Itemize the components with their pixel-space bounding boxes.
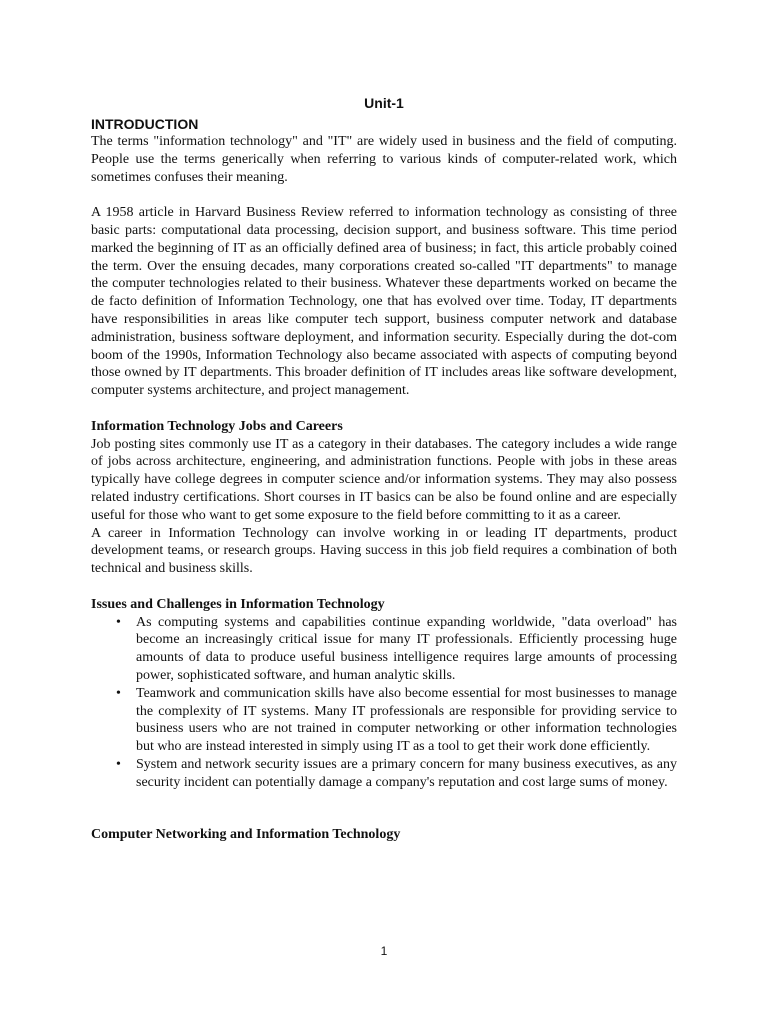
list-item-text: Teamwork and communication skills have also become essential for most businesses to manage the complexity of IT systems. Many IT professionals are responsible for providing service to business users who are not trained in computer networking or other information technologies but who are instead interested in simply using IT as a tool to get their work done efficiently. — [136, 685, 677, 755]
intro-paragraph-1: The terms "information technology" and "IT" are widely used in business and the field of computing. People use the terms generically when referring to various kinds of computer-related work, which sometimes confuses their meaning. — [91, 134, 677, 185]
bullet-icon: • — [116, 614, 121, 630]
introduction-heading: INTRODUCTION — [91, 116, 199, 132]
issues-heading: Issues and Challenges in Information Technology — [91, 596, 385, 612]
spacer — [91, 578, 677, 596]
jobs-paragraph-2: A career in Information Technology can involve working in or leading IT departments, product development teams, or research groups. Having success in this job field requires a combination of both technical and business skills. — [91, 525, 677, 577]
jobs-heading: Information Technology Jobs and Careers — [91, 418, 343, 434]
page-number: 1 — [380, 944, 388, 958]
spacer — [91, 791, 677, 826]
bullet-icon: • — [116, 685, 121, 701]
issues-list — [91, 614, 677, 792]
list-item — [116, 756, 677, 792]
intro-paragraph-2: A 1958 article in Harvard Business Review referred to information technology as consisting of three basic parts: computational data processing, decision support, and business software. This time period marked the beginning of IT as an officially defined area of business; in fact, this article probably coined the term. Over the ensuing decades, many corporations created so-called "IT departments" to manage the computer technologies related to their business. Whatever these departments worked on became the de facto definition of Information Technology, one that has evolved over time. Today, IT departments have responsibilities in areas like computer tech support, business computer network and database administration, business software deployment, and information security. Especially during the dot-com boom of the 1990s, Information Technology also became associated with aspects of computing beyond those owned by IT departments. This broader definition of IT includes areas like software development, computer systems architecture, and project management. — [91, 205, 677, 399]
spacer — [91, 400, 677, 418]
list-item — [116, 685, 677, 756]
jobs-paragraph-1: Job posting sites commonly use IT as a category in their databases. The category includes a wide range of jobs across architecture, engineering, and administration functions. People with jobs in these areas typically have college degrees in computer science and/or information systems. They may also possess related industry certifications. Short courses in IT basics can be also be found online and are especially useful for those who want to get some exposure to the field before committing to it as a career. — [91, 436, 677, 523]
list-item-text: As computing systems and capabilities continue expanding worldwide, "data overload" has become an increasingly critical issue for many IT professionals. Efficiently processing huge amounts of data to produce useful business intelligence requires large amounts of processing power, sophisticated software, and human analytic skills. — [136, 614, 677, 683]
bullet-icon: • — [116, 756, 121, 772]
spacer — [91, 186, 677, 204]
unit-title: Unit-1 — [364, 95, 404, 111]
networking-heading: Computer Networking and Information Technology — [91, 827, 401, 843]
page-content — [91, 93, 677, 844]
list-item — [116, 614, 677, 685]
list-item-text: System and network security issues are a primary concern for many business executives, as any security incident can potentially damage a company's reputation and cost large sums of money. — [136, 756, 677, 790]
